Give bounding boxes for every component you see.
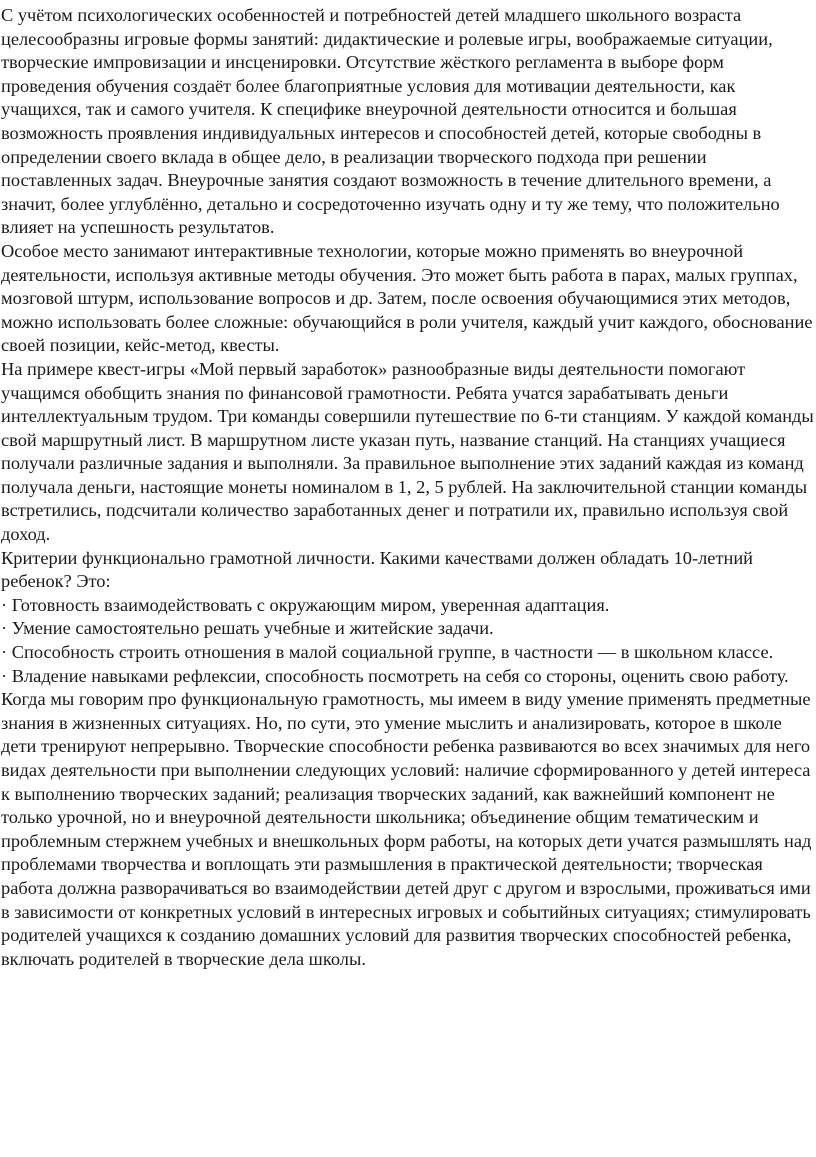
paragraph-interactive-technologies: Особое место занимают интерактивные технологии, которые можно применять во внеурочной деятельности, используя активные методы обучения. Это может быть работа в парах, малых группах, мозговой штурм, использование вопросов и др. Затем, после освоения обучающимися этих методов, можно использовать более сложные: обучающийся в роли учителя, каждый учит каждого, обоснование своей позиции, кейс-метод, квесты. bbox=[1, 240, 813, 356]
criteria-list-item: · Умение самостоятельно решать учебные и житейские задачи. bbox=[1, 618, 494, 639]
paragraph-criteria-intro: Критерии функционально грамотной личности. Какими качествами должен обладать 10-летний ребенок? Это: bbox=[1, 547, 754, 592]
paragraph-game-forms: С учётом психологических особенностей и потребностей детей младшего школьного возраста целесообразны игровые формы занятий: дидактические и ролевые игры, воображаемые ситуации, творческие импровизации и инсценировки. Отсутствие жёсткого регламента в выборе форм проведения обучения создаёт более благоприятные условия для мотивации деятельности, как учащихся, так и самого учителя. К специфике внеурочной деятельности относится и большая возможность проявления индивидуальных интересов и способностей детей, которые свободны в определении своего вклада в общее дело, в реализации творческого подхода при решении поставленных задач. Внеурочные занятия создают возможность в течение длительного времени, а значит, более углублённо, детально и сосредоточенно изучать одну и ту же тему, что положительно влияет на успешность результатов. bbox=[1, 5, 780, 238]
criteria-list-item: · Владение навыками рефлексии, способность посмотреть на себя со стороны, оценить свою работу. bbox=[1, 665, 789, 686]
criteria-list-item: · Готовность взаимодействовать с окружающим миром, уверенная адаптация. bbox=[1, 594, 610, 615]
criteria-list-item: · Способность строить отношения в малой социальной группе, в частности — в школьном классе. bbox=[1, 642, 774, 663]
paragraph-quest-game: На примере квест-игры «Мой первый заработок» разнообразные виды деятельности помогают учащимся обобщить знания по финансовой грамотности. Ребята учатся зарабатывать деньги интеллектуальным трудом. Три команды совершили путешествие по 6-ти станциям. У каждой команды свой маршрутный лист. В маршрутном листе указан путь, название станций. На станциях учащиеся получали различные задания и выполняли. За правильное выполнение этих заданий каждая из команд получала деньги, настоящие монеты номиналом в 1, 2, 5 рублей. На заключительной станции команды встретились, подсчитали количество заработанных денег и потратили их, правильно используя свой доход. bbox=[1, 358, 814, 545]
paragraph-functional-literacy: Когда мы говорим про функциональную грамотность, мы имеем в виду умение применять предметные знания в жизненных ситуациях. Но, по сути, это умение мыслить и анализировать, которое в школе дети тренируют непрерывно. Творческие способности ребенка развиваются во всех значимых для него видах деятельности при выполнении следующих условий: наличие сформированного у детей интереса к выполнению творческих заданий; реализация творческих заданий, как важнейший компонент не только урочной, но и внеурочной деятельности школьника; объединение общим тематическим и проблемным стержнем учебных и внешкольных форм работы, на которых дети учатся размышлять над проблемами творчества и воплощать эти размышления в практической деятельности; творческая работа должна разворачиваться во взаимодействии детей друг с другом и взрослыми, проживаться ими в зависимости от конкретных условий в интересных игровых и событийных ситуациях; стимулировать родителей учащихся к созданию домашних условий для развития творческих способностей ребенка, включать родителей в творческие дела школы. bbox=[1, 689, 812, 969]
